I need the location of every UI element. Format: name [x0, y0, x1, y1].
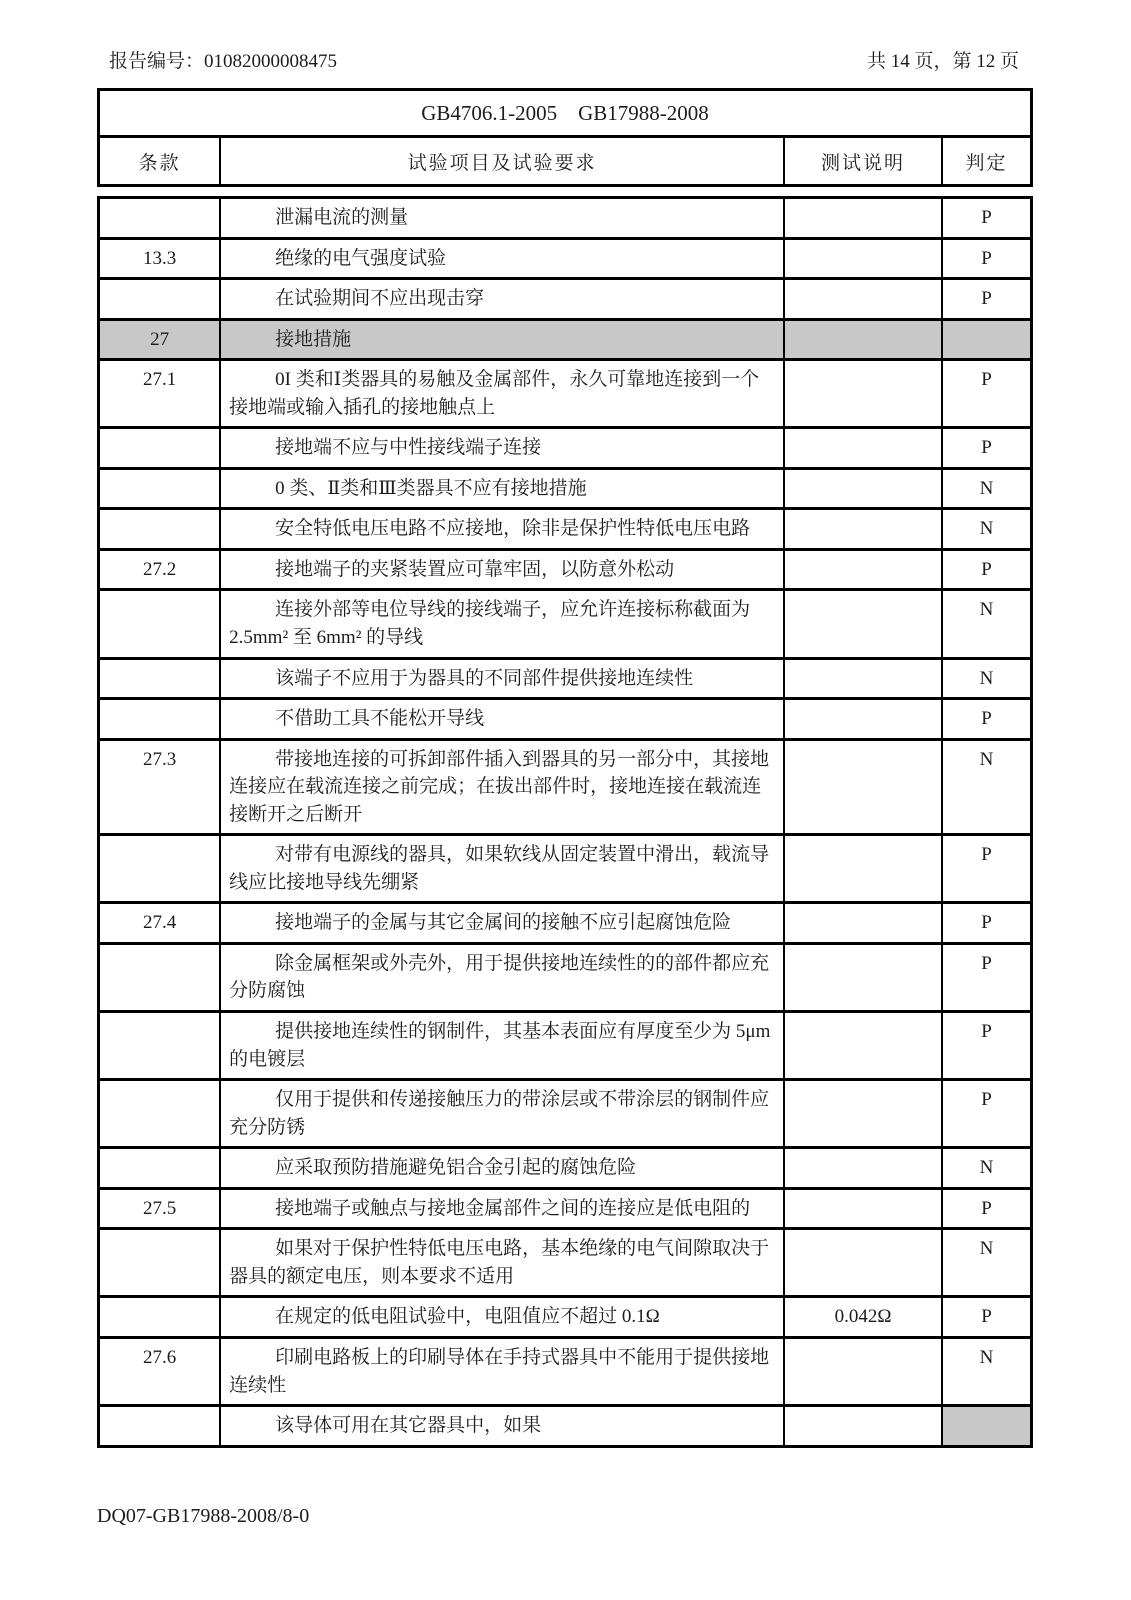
clause-cell	[99, 699, 221, 740]
verdict-cell: P	[942, 699, 1032, 740]
clause-cell	[99, 835, 221, 903]
col-header-requirement: 试验项目及试验要求	[220, 137, 784, 186]
note-cell	[784, 279, 942, 320]
table-row	[99, 943, 1032, 1011]
requirement-cell: 接地端子的金属与其它金属间的接触不应引起腐蚀危险	[220, 903, 784, 944]
verdict-cell: P	[942, 238, 1032, 279]
table-row	[99, 1012, 1032, 1080]
note-cell	[784, 1012, 942, 1080]
table-row	[99, 1229, 1032, 1297]
verdict-cell: N	[942, 468, 1032, 509]
table-header-block	[97, 88, 1033, 187]
clause-cell	[99, 658, 221, 699]
clause-cell: 13.3	[99, 238, 221, 279]
requirement-cell: 接地端子或触点与接地金属部件之间的连接应是低电阻的	[220, 1188, 784, 1229]
report-number: 报告编号：01082000008475	[109, 51, 338, 72]
table-row	[99, 658, 1032, 699]
col-header-note: 测试说明	[784, 137, 942, 186]
verdict-cell: P	[942, 198, 1032, 239]
verdict-cell: P	[942, 1012, 1032, 1080]
clause-cell: 27.6	[99, 1337, 221, 1405]
table-row	[99, 739, 1032, 835]
note-cell	[784, 699, 942, 740]
requirement-cell: 除金属框架或外壳外，用于提供接地连续性的的部件都应充分防腐蚀	[220, 943, 784, 1011]
requirement-cell: 该端子不应用于为器具的不同部件提供接地连续性	[220, 658, 784, 699]
note-cell	[784, 1188, 942, 1229]
clause-cell: 27.2	[99, 549, 221, 590]
table-row	[99, 428, 1032, 469]
col-header-verdict: 判定	[942, 137, 1032, 186]
requirement-cell: 该导体可用在其它器具中，如果	[220, 1406, 784, 1447]
requirement-cell: 提供接地连续性的钢制件，其基本表面应有厚度至少为 5μm 的电镀层	[220, 1012, 784, 1080]
note-cell	[784, 835, 942, 903]
clause-cell	[99, 509, 221, 550]
clause-cell: 27.3	[99, 739, 221, 835]
requirement-cell: 带接地连接的可拆卸部件插入到器具的另一部分中，其接地连接应在载流连接之前完成；在拔出部件时，接地连接在载流连接断开之后断开	[220, 739, 784, 835]
requirement-cell: 对带有电源线的器具，如果软线从固定装置中滑出，载流导线应比接地导线先绷紧	[220, 835, 784, 903]
note-cell	[784, 468, 942, 509]
clause-cell	[99, 943, 221, 1011]
verdict-cell: P	[942, 549, 1032, 590]
clause-cell	[99, 1406, 221, 1447]
note-cell	[784, 943, 942, 1011]
table-row	[99, 319, 1032, 360]
verdict-cell	[942, 319, 1032, 360]
verdict-cell: P	[942, 835, 1032, 903]
table-row	[99, 1188, 1032, 1229]
clause-cell	[99, 1297, 221, 1338]
verdict-cell: N	[942, 1337, 1032, 1405]
note-cell	[784, 428, 942, 469]
requirement-cell: 在试验期间不应出现击穿	[220, 279, 784, 320]
requirement-cell: 在规定的低电阻试验中，电阻值应不超过 0.1Ω	[220, 1297, 784, 1338]
verdict-cell: P	[942, 943, 1032, 1011]
note-cell: 0.042Ω	[784, 1297, 942, 1338]
note-cell	[784, 1148, 942, 1189]
clause-cell	[99, 468, 221, 509]
footer-doc-number: DQ07-GB17988-2008/8-0	[97, 1505, 310, 1527]
clause-cell	[99, 1229, 221, 1297]
table-row	[99, 1337, 1032, 1405]
column-header-row	[99, 137, 1032, 186]
verdict-cell: P	[942, 360, 1032, 428]
clause-cell: 27	[99, 319, 221, 360]
verdict-cell: N	[942, 590, 1032, 658]
requirement-cell: 绝缘的电气强度试验	[220, 238, 784, 279]
note-cell	[784, 739, 942, 835]
requirement-cell: 接地端不应与中性接线端子连接	[220, 428, 784, 469]
clause-cell	[99, 1080, 221, 1148]
verdict-cell: N	[942, 658, 1032, 699]
requirement-cell: 0 类、Ⅱ类和Ⅲ类器具不应有接地措施	[220, 468, 784, 509]
verdict-cell: P	[942, 1080, 1032, 1148]
table-row	[99, 835, 1032, 903]
verdict-cell: P	[942, 1297, 1032, 1338]
requirement-cell: 接地措施	[220, 319, 784, 360]
clause-cell: 27.4	[99, 903, 221, 944]
table-row	[99, 238, 1032, 279]
requirement-cell: 接地端子的夹紧装置应可靠牢固，以防意外松动	[220, 549, 784, 590]
page-info: 共 14 页，第 12 页	[866, 51, 1019, 72]
table-row	[99, 903, 1032, 944]
table-row	[99, 509, 1032, 550]
requirement-cell: 如果对于保护性特低电压电路，基本绝缘的电气间隙取决于器具的额定电压，则本要求不适用	[220, 1229, 784, 1297]
note-cell	[784, 1080, 942, 1148]
verdict-cell: P	[942, 1188, 1032, 1229]
clause-cell	[99, 279, 221, 320]
standards-title: GB4706.1-2005 GB17988-2008	[99, 90, 1032, 137]
verdict-cell: P	[942, 903, 1032, 944]
table-row	[99, 699, 1032, 740]
note-cell	[784, 238, 942, 279]
test-results-table	[97, 196, 1033, 1448]
table-row	[99, 360, 1032, 428]
clause-cell: 27.1	[99, 360, 221, 428]
table-row	[99, 1297, 1032, 1338]
verdict-cell: N	[942, 739, 1032, 835]
table-row	[99, 1406, 1032, 1447]
note-cell	[784, 1229, 942, 1297]
requirement-cell: 仅用于提供和传递接触压力的带涂层或不带涂层的钢制件应充分防锈	[220, 1080, 784, 1148]
clause-cell	[99, 590, 221, 658]
table-body	[99, 198, 1032, 1447]
note-cell	[784, 360, 942, 428]
verdict-cell: P	[942, 428, 1032, 469]
requirement-cell: 安全特低电压电路不应接地，除非是保护性特低电压电路	[220, 509, 784, 550]
note-cell	[784, 658, 942, 699]
table-row	[99, 1148, 1032, 1189]
note-cell	[784, 198, 942, 239]
verdict-cell: N	[942, 1148, 1032, 1189]
col-header-clause: 条款	[99, 137, 221, 186]
table-row	[99, 1080, 1032, 1148]
requirement-cell: 印刷电路板上的印刷导体在手持式器具中不能用于提供接地连续性	[220, 1337, 784, 1405]
table-row	[99, 198, 1032, 239]
clause-cell	[99, 428, 221, 469]
note-cell	[784, 1406, 942, 1447]
note-cell	[784, 590, 942, 658]
table-row	[99, 468, 1032, 509]
verdict-cell: P	[942, 279, 1032, 320]
clause-cell	[99, 198, 221, 239]
clause-cell: 27.5	[99, 1188, 221, 1229]
table-row	[99, 279, 1032, 320]
page-top-header	[97, 46, 1033, 73]
note-cell	[784, 549, 942, 590]
verdict-cell: N	[942, 1229, 1032, 1297]
note-cell	[784, 1337, 942, 1405]
table-row	[99, 590, 1032, 658]
table-row	[99, 549, 1032, 590]
note-cell	[784, 509, 942, 550]
verdict-cell	[942, 1406, 1032, 1447]
clause-cell	[99, 1148, 221, 1189]
requirement-cell: 不借助工具不能松开导线	[220, 699, 784, 740]
verdict-cell: N	[942, 509, 1032, 550]
note-cell	[784, 903, 942, 944]
clause-cell	[99, 1012, 221, 1080]
requirement-cell: 泄漏电流的测量	[220, 198, 784, 239]
requirement-cell: 应采取预防措施避免铝合金引起的腐蚀危险	[220, 1148, 784, 1189]
requirement-cell: 连接外部等电位导线的接线端子，应允许连接标称截面为 2.5mm² 至 6mm² 的导线	[220, 590, 784, 658]
standards-title-row	[99, 90, 1032, 137]
note-cell	[784, 319, 942, 360]
requirement-cell: 0I 类和Ⅰ类器具的易触及金属部件，永久可靠地连接到一个接地端或输入插孔的接地触点上	[220, 360, 784, 428]
